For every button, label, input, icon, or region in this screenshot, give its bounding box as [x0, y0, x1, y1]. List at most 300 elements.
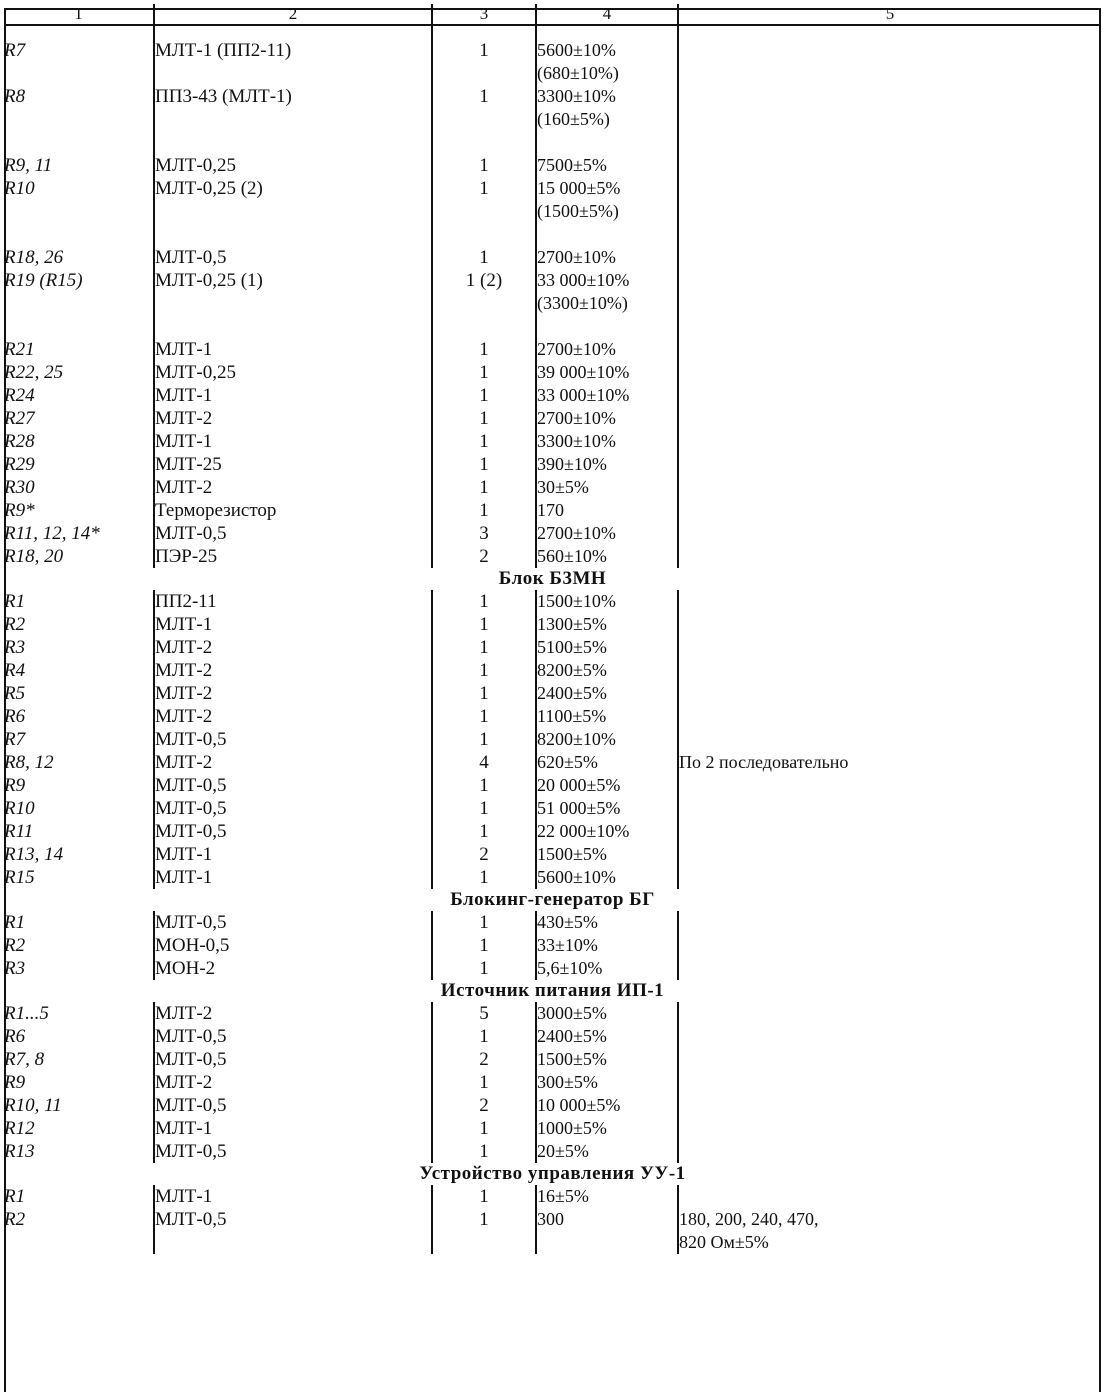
table-row: [4, 154, 1101, 177]
section-title: Устройство управления УУ-1: [419, 1163, 686, 1184]
cell-quantity: 1: [432, 934, 536, 957]
cell-designator: R2: [4, 935, 26, 956]
cell-type: МЛТ-0,5: [154, 1208, 432, 1231]
table-row: [4, 613, 1101, 636]
table-row: [4, 269, 1101, 292]
cell-designator: R3: [4, 958, 26, 979]
table-row: [4, 131, 1101, 154]
table-row: [4, 1117, 1101, 1140]
cell-note: [678, 269, 1101, 292]
cell-designator: R27: [4, 408, 35, 429]
table-body: [4, 4, 1101, 1254]
cell-type: ПП2-11: [154, 590, 432, 613]
cell-value: 2700±10%: [536, 246, 678, 269]
cell-note: [678, 866, 1101, 889]
cell-quantity: 1: [432, 246, 536, 269]
cell-value: 8200±5%: [536, 659, 678, 682]
cell-note: [678, 131, 1101, 154]
cell-type: МЛТ-2: [154, 636, 432, 659]
cell-value: 1500±5%: [536, 843, 678, 866]
cell-designator: R22, 25: [4, 362, 64, 383]
cell-value: 30±5%: [536, 476, 678, 499]
cell-designator: [4, 131, 154, 154]
cell-type: МЛТ-0,5: [154, 246, 432, 269]
cell-designator: R7: [4, 729, 26, 750]
cell-quantity: [432, 131, 536, 154]
cell-designator: [4, 223, 154, 246]
cell-value: 16±5%: [536, 1185, 678, 1208]
cell-designator: [4, 315, 154, 338]
section-title-row: [4, 889, 1101, 911]
cell-note: [678, 820, 1101, 843]
cell-note: [678, 1140, 1101, 1163]
document-page: [0, 4, 1105, 1392]
cell-value: 1300±5%: [536, 613, 678, 636]
cell-note: [678, 1071, 1101, 1094]
cell-quantity: [432, 223, 536, 246]
cell-value: 170: [536, 499, 678, 522]
cell-quantity: 1: [432, 499, 536, 522]
cell-type: МЛТ-0,25 (1): [154, 269, 432, 292]
cell-note: 820 Ом±5%: [678, 1231, 1101, 1254]
table-row: [4, 407, 1101, 430]
table-row: [4, 1048, 1101, 1071]
cell-type: МЛТ-0,5: [154, 774, 432, 797]
cell-type: МЛТ-0,5: [154, 911, 432, 934]
cell-value: 7500±5%: [536, 154, 678, 177]
cell-quantity: [432, 315, 536, 338]
cell-note: [678, 934, 1101, 957]
cell-value: 39 000±10%: [536, 361, 678, 384]
cell-note: [678, 774, 1101, 797]
cell-designator: R10: [4, 798, 35, 819]
cell-quantity: 2: [432, 843, 536, 866]
cell-quantity: 1: [432, 430, 536, 453]
cell-designator: R1: [4, 912, 26, 933]
cell-note: [678, 1185, 1101, 1208]
section-title-row: [4, 1163, 1101, 1185]
cell-quantity: 1: [432, 682, 536, 705]
table-row: [4, 934, 1101, 957]
table-row: [4, 545, 1101, 568]
table-row: [4, 682, 1101, 705]
cell-designator: [4, 292, 154, 315]
table-row: [4, 499, 1101, 522]
cell-note: По 2 последовательно: [678, 751, 1101, 774]
cell-type: МЛТ-2: [154, 705, 432, 728]
cell-note: [678, 1117, 1101, 1140]
cell-value: 3300±10%: [536, 430, 678, 453]
cell-value: 1500±5%: [536, 1048, 678, 1071]
cell-quantity: 3: [432, 522, 536, 545]
cell-value: [536, 223, 678, 246]
cell-quantity: 1: [432, 361, 536, 384]
table-row: [4, 1002, 1101, 1025]
section-title-row: [4, 568, 1101, 590]
table-row: [4, 315, 1101, 338]
cell-value: [536, 131, 678, 154]
cell-note: [678, 1048, 1101, 1071]
cell-note: [678, 797, 1101, 820]
table-row: [4, 430, 1101, 453]
cell-designator: R9, 11: [4, 155, 53, 176]
cell-note: [678, 62, 1101, 85]
table-row: [4, 384, 1101, 407]
cell-designator: R2: [4, 1209, 26, 1230]
cell-value: (1500±5%): [536, 200, 678, 223]
cell-note: [678, 361, 1101, 384]
cell-designator: R13: [4, 1141, 35, 1162]
cell-quantity: 1: [432, 590, 536, 613]
cell-note: [678, 957, 1101, 980]
cell-value: 51 000±5%: [536, 797, 678, 820]
cell-value: 1000±5%: [536, 1117, 678, 1140]
cell-designator: R19 (R15): [4, 270, 83, 291]
cell-designator: R3: [4, 637, 26, 658]
table-row: [4, 1208, 1101, 1231]
cell-quantity: 1: [432, 820, 536, 843]
cell-designator: R7: [4, 40, 26, 61]
cell-designator: R7, 8: [4, 1049, 45, 1070]
cell-type: [154, 1231, 432, 1254]
cell-quantity: [432, 108, 536, 131]
cell-quantity: 1: [432, 797, 536, 820]
cell-type: [154, 315, 432, 338]
cell-value: 20±5%: [536, 1140, 678, 1163]
column-header-1: 1: [4, 4, 154, 25]
cell-note: [678, 682, 1101, 705]
cell-note: [678, 384, 1101, 407]
cell-type: МЛТ-1: [154, 843, 432, 866]
cell-quantity: 1: [432, 728, 536, 751]
cell-value: 430±5%: [536, 911, 678, 934]
cell-quantity: 1: [432, 154, 536, 177]
cell-value: 2700±10%: [536, 338, 678, 361]
table-row: [4, 957, 1101, 980]
cell-designator: [4, 108, 154, 131]
cell-quantity: 1: [432, 1208, 536, 1231]
cell-note: [678, 223, 1101, 246]
cell-value: 33 000±10%: [536, 269, 678, 292]
cell-note: [678, 292, 1101, 315]
cell-value: 5600±10%: [536, 866, 678, 889]
cell-quantity: 1: [432, 705, 536, 728]
cell-value: 5100±5%: [536, 636, 678, 659]
cell-type: МЛТ-2: [154, 1071, 432, 1094]
cell-type: ПЭР-25: [154, 545, 432, 568]
table-row: [4, 705, 1101, 728]
cell-quantity: 2: [432, 545, 536, 568]
cell-type: МЛТ-2: [154, 751, 432, 774]
cell-designator: R13, 14: [4, 844, 64, 865]
section-title: Блок Б3МН: [498, 568, 607, 589]
table-row: [4, 659, 1101, 682]
cell-designator: R12: [4, 1118, 35, 1139]
table-row: [4, 177, 1101, 200]
cell-designator: R9: [4, 775, 26, 796]
cell-type: МЛТ-0,5: [154, 820, 432, 843]
cell-type: МЛТ-0,5: [154, 522, 432, 545]
cell-type: МЛТ-0,5: [154, 1048, 432, 1071]
cell-note: [678, 39, 1101, 62]
cell-type: МЛТ-2: [154, 682, 432, 705]
cell-designator: R11: [4, 821, 34, 842]
cell-designator: R1...5: [4, 1003, 49, 1024]
cell-type: [154, 131, 432, 154]
cell-value: 1100±5%: [536, 705, 678, 728]
cell-quantity: 1: [432, 407, 536, 430]
cell-type: МЛТ-1: [154, 1185, 432, 1208]
cell-quantity: 1: [432, 384, 536, 407]
cell-quantity: 1: [432, 613, 536, 636]
table-row: [4, 636, 1101, 659]
cell-quantity: 1: [432, 1140, 536, 1163]
cell-value: 10 000±5%: [536, 1094, 678, 1117]
cell-quantity: 2: [432, 1094, 536, 1117]
cell-designator: R10: [4, 178, 35, 199]
cell-value: 300: [536, 1208, 678, 1231]
cell-quantity: 1: [432, 659, 536, 682]
cell-note: [678, 177, 1101, 200]
cell-value: 3300±10%: [536, 85, 678, 108]
cell-type: [154, 62, 432, 85]
cell-quantity: [432, 62, 536, 85]
cell-type: МЛТ-0,5: [154, 1140, 432, 1163]
cell-quantity: 1: [432, 39, 536, 62]
cell-designator: R4: [4, 660, 26, 681]
cell-designator: R21: [4, 339, 35, 360]
cell-quantity: 1: [432, 957, 536, 980]
cell-designator: [4, 200, 154, 223]
cell-note: [678, 1094, 1101, 1117]
cell-note: [678, 315, 1101, 338]
cell-quantity: 4: [432, 751, 536, 774]
table-row: [4, 751, 1101, 774]
table-row: [4, 200, 1101, 223]
cell-designator: R15: [4, 867, 35, 888]
cell-type: МЛТ-0,25 (2): [154, 177, 432, 200]
cell-note: [678, 453, 1101, 476]
cell-value: (3300±10%): [536, 292, 678, 315]
cell-type: МЛТ-2: [154, 659, 432, 682]
cell-note: [678, 108, 1101, 131]
cell-note: [678, 911, 1101, 934]
cell-note: [678, 154, 1101, 177]
cell-quantity: [432, 292, 536, 315]
cell-designator: R9: [4, 1072, 26, 1093]
table-row: [4, 866, 1101, 889]
column-header-4: 4: [536, 4, 678, 25]
table-row: [4, 590, 1101, 613]
components-table: [4, 4, 1101, 1254]
section-title: Источник питания ИП-1: [440, 980, 665, 1001]
cell-value: [536, 315, 678, 338]
cell-designator: R6: [4, 706, 26, 727]
table-row: [4, 911, 1101, 934]
table-row: [4, 1231, 1101, 1254]
cell-value: 22 000±10%: [536, 820, 678, 843]
cell-designator: R1: [4, 591, 26, 612]
cell-designator: R11, 12, 14*: [4, 523, 100, 544]
cell-value: 620±5%: [536, 751, 678, 774]
cell-note: [678, 659, 1101, 682]
table-row: [4, 476, 1101, 499]
cell-type: [154, 108, 432, 131]
cell-designator: R6: [4, 1026, 26, 1047]
cell-designator: R30: [4, 477, 35, 498]
cell-type: МЛТ-25: [154, 453, 432, 476]
cell-value: 5,6±10%: [536, 957, 678, 980]
cell-designator: [4, 62, 154, 85]
table-row: [4, 246, 1101, 269]
table-row: [4, 843, 1101, 866]
cell-type: МЛТ-0,25: [154, 154, 432, 177]
table-row: [4, 108, 1101, 131]
cell-type: МЛТ-1: [154, 430, 432, 453]
cell-designator: R18, 20: [4, 546, 64, 567]
cell-type: ПП3-43 (МЛТ-1): [154, 85, 432, 108]
cell-designator: R8, 12: [4, 752, 54, 773]
cell-value: 300±5%: [536, 1071, 678, 1094]
cell-note: [678, 1025, 1101, 1048]
cell-value: 2700±10%: [536, 407, 678, 430]
cell-quantity: 1: [432, 453, 536, 476]
cell-value: 5600±10%: [536, 39, 678, 62]
cell-note: [678, 499, 1101, 522]
cell-quantity: 1: [432, 177, 536, 200]
cell-designator: R5: [4, 683, 26, 704]
cell-note: [678, 430, 1101, 453]
table-row: [4, 85, 1101, 108]
cell-value: 33±10%: [536, 934, 678, 957]
cell-designator: R29: [4, 454, 35, 475]
cell-value: 8200±10%: [536, 728, 678, 751]
cell-quantity: 1: [432, 1185, 536, 1208]
cell-quantity: 1: [432, 866, 536, 889]
table-row: [4, 292, 1101, 315]
cell-note: [678, 85, 1101, 108]
cell-note: [678, 522, 1101, 545]
column-header-3: 3: [432, 4, 536, 25]
cell-designator: R18, 26: [4, 247, 64, 268]
cell-value: 2400±5%: [536, 1025, 678, 1048]
cell-note: [678, 728, 1101, 751]
cell-value: (680±10%): [536, 62, 678, 85]
table-row: [4, 774, 1101, 797]
cell-note: [678, 843, 1101, 866]
cell-value: 2700±10%: [536, 522, 678, 545]
cell-quantity: 2: [432, 1048, 536, 1071]
cell-note: [678, 407, 1101, 430]
section-title-row: [4, 980, 1101, 1002]
cell-value: 33 000±10%: [536, 384, 678, 407]
cell-note: [678, 613, 1101, 636]
cell-value: 560±10%: [536, 545, 678, 568]
table-row: [4, 728, 1101, 751]
column-header-5: 5: [678, 4, 1101, 25]
cell-quantity: 1: [432, 636, 536, 659]
cell-quantity: 1: [432, 774, 536, 797]
cell-value: 1500±10%: [536, 590, 678, 613]
table-row: [4, 1140, 1101, 1163]
cell-type: [154, 200, 432, 223]
cell-designator: R9*: [4, 500, 35, 521]
cell-quantity: 5: [432, 1002, 536, 1025]
cell-value: (160±5%): [536, 108, 678, 131]
cell-type: МЛТ-0,5: [154, 1025, 432, 1048]
cell-type: МОН-2: [154, 957, 432, 980]
cell-type: МЛТ-0,5: [154, 797, 432, 820]
table-row: [4, 62, 1101, 85]
table-row: [4, 1025, 1101, 1048]
cell-quantity: 1 (2): [432, 269, 536, 292]
cell-note: 180, 200, 240, 470,: [678, 1208, 1101, 1231]
cell-note: [678, 636, 1101, 659]
table-row: [4, 453, 1101, 476]
cell-value: [536, 1231, 678, 1254]
cell-designator: R24: [4, 385, 35, 406]
cell-type: МЛТ-2: [154, 476, 432, 499]
cell-type: Терморезистор: [154, 499, 432, 522]
cell-quantity: [432, 200, 536, 223]
table-header-row: [4, 4, 1101, 25]
column-header-2: 2: [154, 4, 432, 25]
table-row: [4, 39, 1101, 62]
cell-designator: [4, 1231, 154, 1254]
cell-designator: R8: [4, 86, 26, 107]
table-row: [4, 361, 1101, 384]
cell-designator: R2: [4, 614, 26, 635]
table-row: [4, 223, 1101, 246]
cell-quantity: 1: [432, 338, 536, 361]
cell-quantity: [432, 1231, 536, 1254]
cell-type: МЛТ-2: [154, 407, 432, 430]
cell-note: [678, 338, 1101, 361]
table-row: [4, 1071, 1101, 1094]
table-row: [4, 820, 1101, 843]
cell-note: [678, 200, 1101, 223]
cell-value: 20 000±5%: [536, 774, 678, 797]
table-row: [4, 1185, 1101, 1208]
cell-quantity: 1: [432, 1117, 536, 1140]
cell-type: МЛТ-0,5: [154, 1094, 432, 1117]
cell-type: МЛТ-1: [154, 338, 432, 361]
row-spacer: [4, 25, 1101, 39]
cell-type: [154, 223, 432, 246]
cell-type: МЛТ-1: [154, 384, 432, 407]
cell-quantity: 1: [432, 1071, 536, 1094]
cell-designator: R28: [4, 431, 35, 452]
cell-value: 390±10%: [536, 453, 678, 476]
table-row: [4, 338, 1101, 361]
cell-note: [678, 1002, 1101, 1025]
cell-note: [678, 590, 1101, 613]
cell-type: МЛТ-1: [154, 1117, 432, 1140]
cell-type: МОН-0,5: [154, 934, 432, 957]
cell-type: МЛТ-0,25: [154, 361, 432, 384]
table-row: [4, 522, 1101, 545]
cell-designator: R10, 11: [4, 1095, 62, 1116]
table-row: [4, 1094, 1101, 1117]
cell-quantity: 1: [432, 476, 536, 499]
cell-type: МЛТ-1: [154, 866, 432, 889]
cell-note: [678, 545, 1101, 568]
cell-note: [678, 246, 1101, 269]
cell-quantity: 1: [432, 1025, 536, 1048]
cell-quantity: 1: [432, 911, 536, 934]
cell-type: МЛТ-0,5: [154, 728, 432, 751]
cell-type: МЛТ-2: [154, 1002, 432, 1025]
